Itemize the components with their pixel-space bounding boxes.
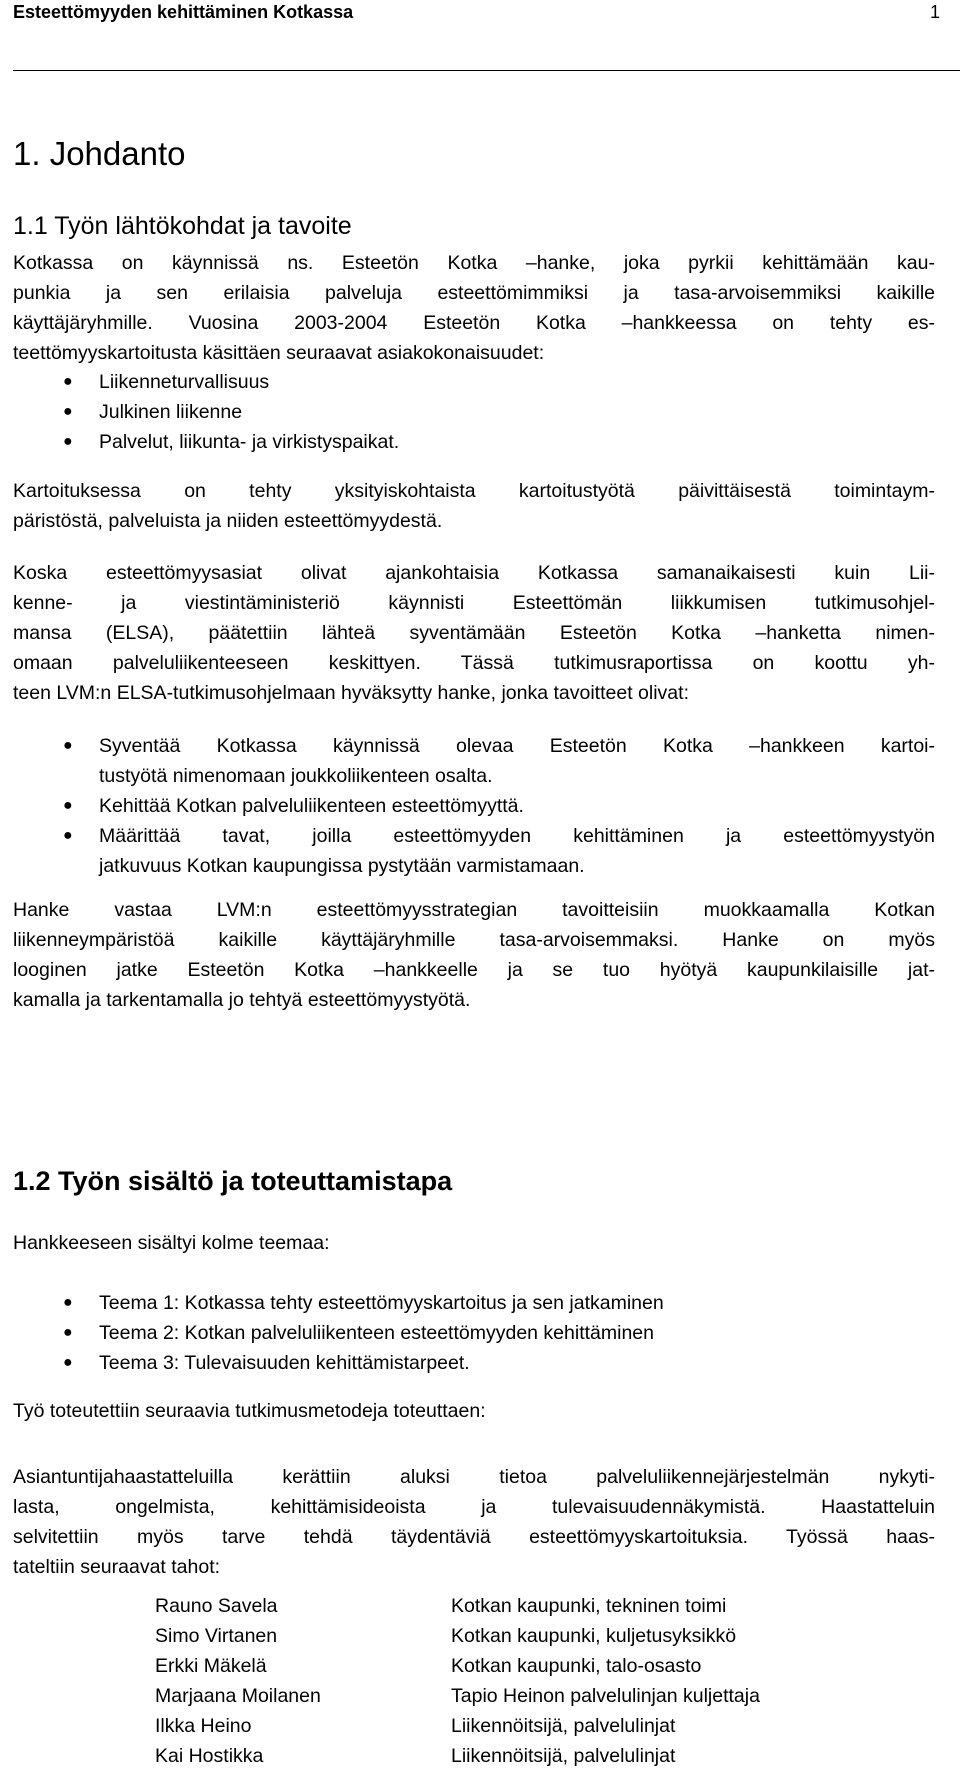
text-line: lasta, ongelmista, kehittämisideoista ja tulevaisuudennäkymistä. Haastatteluin (13, 1496, 935, 1518)
text-line: looginen jatke Esteetön Kotka –hankkeelle ja se tuo hyötyä kaupunkilaisille jat- (13, 959, 935, 981)
text-line: kamalla ja tarkentamalla jo tehtyä esteettömyystyötä. (13, 989, 471, 1011)
running-title: Esteettömyyden kehittäminen Kotkassa (13, 2, 354, 22)
text-line: päristöstä, palveluista ja niiden esteettömyydestä. (13, 510, 443, 532)
bullet-list-themes (13, 1288, 664, 1378)
bullet-icon: ● (63, 1324, 73, 1341)
table-row (155, 1711, 760, 1741)
bullet-icon: ● (63, 373, 73, 390)
text-line: mansa (ELSA), päätettiin lähteä syventämään Esteetön Kotka –hanketta nimen- (13, 622, 935, 644)
list-item: ● Teema 3: Tulevaisuuden kehittämistarpeet. (13, 1348, 664, 1378)
paragraph-themes-intro: Hankkeeseen sisältyi kolme teemaa: (13, 1232, 330, 1254)
text-line: liikenneympäristöä kaikille käyttäjäryhmille tasa-arvoisemmaksi. Hanke on myös (13, 929, 935, 951)
page-header (13, 0, 960, 71)
interviewee-org: Liikennöitsijä, palvelulinjat (451, 1745, 676, 1767)
interviewee-name: Rauno Savela (155, 1595, 278, 1617)
paragraph-interviews (13, 1462, 935, 1582)
interviewee-name: Kai Hostikka (155, 1745, 264, 1767)
list-item: ● Kehittää Kotkan palveluliikenteen esteettömyyttä. (13, 791, 935, 821)
chapter-heading: 1. Johdanto (13, 135, 186, 172)
text-line: käyttäjäryhmille. Vuosina 2003-2004 Esteetön Kotka –hankkeessa on tehty es- (13, 312, 935, 334)
interviewee-name: Ilkka Heino (155, 1715, 252, 1737)
bullet-icon: ● (63, 827, 73, 844)
text-line: selvitettiin myös tarve tehdä täydentäviä esteettömyyskartoituksia. Työssä haas- (13, 1526, 935, 1548)
table-row (155, 1741, 760, 1771)
bullet-icon: ● (63, 403, 73, 420)
paragraph-survey (13, 476, 935, 536)
text-line: tateltiin seuraavat tahot: (13, 1556, 221, 1578)
table-row (155, 1681, 760, 1711)
bullet-icon: ● (63, 433, 73, 450)
text-line: omaan palveluliikenteeseen keskittyen. Tässä tutkimusraportissa on koottu yh- (13, 652, 935, 674)
bullet-list-goals (13, 731, 935, 881)
paragraph-intro (13, 248, 935, 368)
list-item: ● Syventää Kotkassa käynnissä olevaa Esteetön Kotka –hankkeen kartoi- tustyötä nimenomaan joukkoliikenteen osalta. (13, 731, 935, 791)
interviewee-org: Tapio Heinon palvelulinjan kuljettaja (451, 1685, 760, 1707)
text-line: kenne- ja viestintäministeriö käynnisti Esteettömän liikkumisen tutkimusohjel- (13, 592, 935, 614)
bullet-icon: ● (63, 1354, 73, 1371)
bullet-icon: ● (63, 737, 73, 754)
table-row (155, 1651, 760, 1681)
table-row (155, 1591, 760, 1621)
list-item: ● Teema 1: Kotkassa tehty esteettömyyskartoitus ja sen jatkaminen (13, 1288, 664, 1318)
interviewee-name: Erkki Mäkelä (155, 1655, 267, 1677)
text-line: Kotkassa on käynnissä ns. Esteetön Kotka –hanke, joka pyrkii kehittämään kau- (13, 252, 935, 274)
text-line: Asiantuntijahaastatteluilla kerättiin aluksi tietoa palveluliikennejärjestelmän nykyti- (13, 1466, 935, 1488)
page-number: 1 (930, 2, 941, 22)
list-item: ● Teema 2: Kotkan palveluliikenteen esteettömyyden kehittäminen (13, 1318, 664, 1348)
list-item: ● Liikenneturvallisuus (13, 367, 399, 397)
paragraph-strategy (13, 895, 935, 1015)
list-item: ● Julkinen liikenne (13, 397, 399, 427)
text-line: Hanke vastaa LVM:n esteettömyysstrategian tavoitteisiin muokkaamalla Kotkan (13, 899, 935, 921)
section-heading-1-2: 1.2 Työn sisältö ja toteuttamistapa (13, 1166, 453, 1196)
section-heading-1-1: 1.1 Työn lähtökohdat ja tavoite (13, 212, 352, 240)
list-item: ● Palvelut, liikunta- ja virkistyspaikat. (13, 427, 399, 457)
interviewee-org: Kotkan kaupunki, talo-osasto (451, 1655, 702, 1677)
interviewee-org: Liikennöitsijä, palvelulinjat (451, 1715, 676, 1737)
text-line: teettömyyskartoitusta käsittäen seuraavat asiakokonaisuudet: (13, 342, 545, 364)
list-item: ● Määrittää tavat, joilla esteettömyyden kehittäminen ja esteettömyystyön jatkuvuus Kotkan kaupungissa pystytään varmistamaan. (13, 821, 935, 881)
text-line: punkia ja sen erilaisia palveluja esteettömimmiksi ja tasa-arvoisemmiksi kaikille (13, 282, 935, 304)
interviewee-name: Marjaana Moilanen (155, 1685, 321, 1707)
paragraph-background (13, 558, 935, 708)
bullet-icon: ● (63, 797, 73, 814)
paragraph-methods: Työ toteutettiin seuraavia tutkimusmetodeja toteuttaen: (13, 1400, 486, 1422)
text-line: Kartoituksessa on tehty yksityiskohtaista kartoitustyötä päivittäisestä toimintaym- (13, 480, 935, 502)
bullet-icon: ● (63, 1294, 73, 1311)
interviewee-org: Kotkan kaupunki, kuljetusyksikkö (451, 1625, 737, 1647)
text-line: Koska esteettömyysasiat olivat ajankohtaisia Kotkassa samanaikaisesti kuin Lii- (13, 562, 935, 584)
text-line: teen LVM:n ELSA-tutkimusohjelmaan hyväksytty hanke, jonka tavoitteet olivat: (13, 682, 689, 704)
interviewee-org: Kotkan kaupunki, tekninen toimi (451, 1595, 727, 1617)
interviewee-table (155, 1591, 760, 1771)
bullet-list-topics (13, 367, 399, 457)
interviewee-name: Simo Virtanen (155, 1625, 278, 1647)
table-row (155, 1621, 760, 1651)
